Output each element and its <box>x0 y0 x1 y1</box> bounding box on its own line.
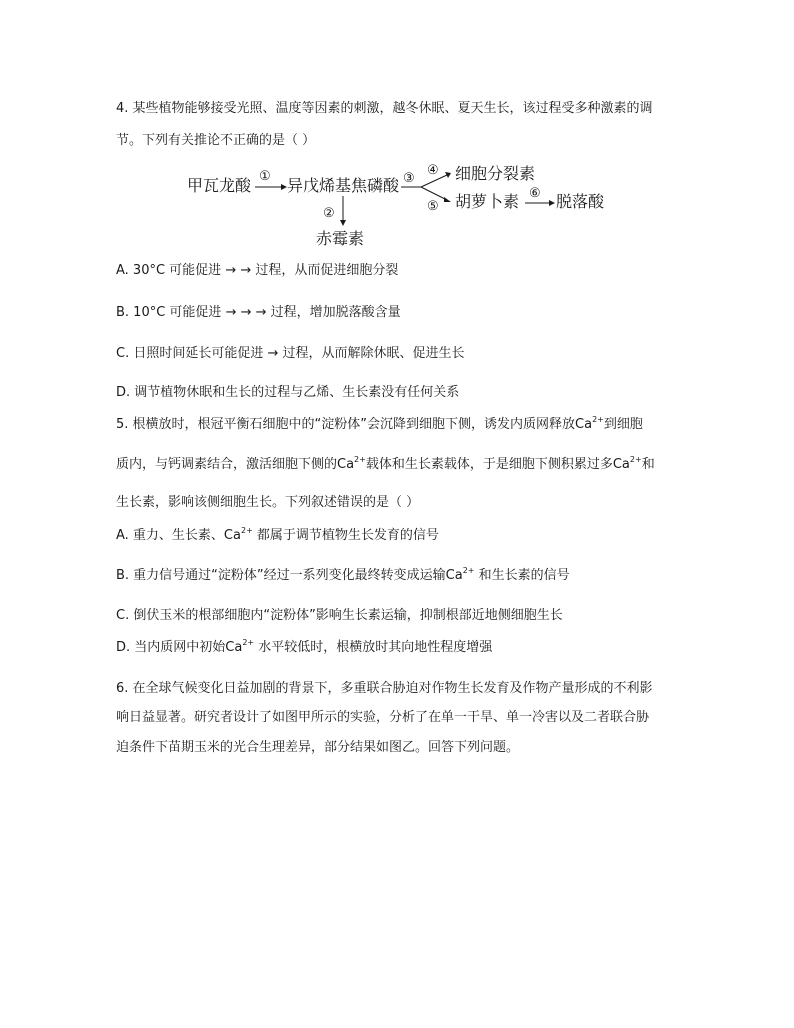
q5-stem1-text-a: 5. 根横放时，根冠平衡石细胞中的“淀粉体”会沉降到细胞下侧，诱发内质网释放Ca <box>116 417 593 432</box>
q4-stem-line2: 节。下列有关推论不正确的是（ ） <box>116 133 316 148</box>
superscript: 2+ <box>462 565 475 575</box>
q5-option-c: C. 倒伏玉米的根部细胞内“淀粉体”影响生长素运输，抑制根部近地侧细胞生长 <box>116 608 563 623</box>
q5-stem-line1 <box>116 414 643 433</box>
superscript: 2+ <box>592 414 604 424</box>
q5-stem2-text-c: 和 <box>641 457 655 472</box>
hormone-pathway-diagram <box>183 160 623 250</box>
superscript: 2+ <box>242 637 255 647</box>
q6-stem-line1: 6. 在全球气候变化日益加剧的背景下，多重联合胁迫对作物生长发育及作物产量形成的不利影 <box>116 681 653 696</box>
q5-opt-b-text-2: 和生长素的信号 <box>474 568 570 583</box>
q5-stem2-text-a: 质内，与钙调素结合，激活细胞下侧的Ca <box>116 457 355 472</box>
q5-opt-d-text-1: D. 当内质网中初始Ca <box>116 640 243 655</box>
superscript: 2+ <box>354 454 366 464</box>
q4-option-c: C. 日照时间延长可能促进 → 过程，从而解除休眠、促进生长 <box>116 346 465 361</box>
q5-stem1-text-b: 到细胞 <box>603 417 643 432</box>
arrowhead-2 <box>340 220 346 226</box>
q4-option-a: A. 30°C 可能促进 → → 过程，从而促进细胞分裂 <box>116 263 399 278</box>
node-mevalonic-acid: 甲瓦龙酸 <box>187 176 252 195</box>
node-abscisic-acid: 脱落酸 <box>556 192 605 211</box>
q5-opt-b-text-1: B. 重力信号通过“淀粉体”经过一系列变化最终转变成运输Ca <box>116 568 463 583</box>
step-1-label: ① <box>259 169 271 184</box>
q6-stem-line3: 迫条件下苗期玉米的光合生理差异，部分结果如图乙。回答下列问题。 <box>116 740 520 755</box>
step-3-label: ③ <box>403 171 415 186</box>
node-ipp: 异戊烯基焦磷酸 <box>287 176 400 195</box>
node-gibberellin: 赤霉素 <box>316 229 365 248</box>
q4-option-d: D. 调节植物休眠和生长的过程与乙烯、生长素没有任何关系 <box>116 385 460 400</box>
q5-option-d <box>116 637 493 656</box>
q5-option-a <box>116 525 439 544</box>
step-5-label: ⑤ <box>427 199 439 214</box>
step-6-label: ⑥ <box>529 186 541 201</box>
q5-stem-line3: 生长素，影响该侧细胞生长。下列叙述错误的是（ ） <box>116 495 420 510</box>
q5-opt-a-text-1: A. 重力、生长素、Ca <box>116 528 241 543</box>
q6-stem-line2: 响日益显著。研究者设计了如图甲所示的实验，分析了在单一干旱、单一冷害以及二者联合胁 <box>116 710 650 725</box>
node-carotene: 胡萝卜素 <box>455 192 520 211</box>
q4-stem-line1: 4. 某些植物能够接受光照、温度等因素的刺激，越冬休眠、夏天生长，该过程受多种激素的调 <box>116 101 653 116</box>
node-cytokinin: 细胞分裂素 <box>455 164 536 183</box>
superscript: 2+ <box>240 525 253 535</box>
arrowhead-5 <box>444 197 451 202</box>
step-2-label: ② <box>323 206 335 221</box>
q5-stem-line2 <box>116 454 655 473</box>
q5-opt-a-text-2: 都属于调节植物生长发育的信号 <box>252 528 439 543</box>
arrowhead-6 <box>549 200 555 206</box>
q5-opt-d-text-2: 水平较低时，根横放时其向地性程度增强 <box>254 640 493 655</box>
step-4-label: ④ <box>427 163 439 178</box>
q5-stem2-text-b: 载体和生长素载体，于是细胞下侧积累过多Ca <box>365 457 630 472</box>
q4-option-b: B. 10°C 可能促进 → → → 过程，增加脱落酸含量 <box>116 305 401 320</box>
q5-option-b <box>116 565 570 584</box>
superscript: 2+ <box>629 454 642 464</box>
